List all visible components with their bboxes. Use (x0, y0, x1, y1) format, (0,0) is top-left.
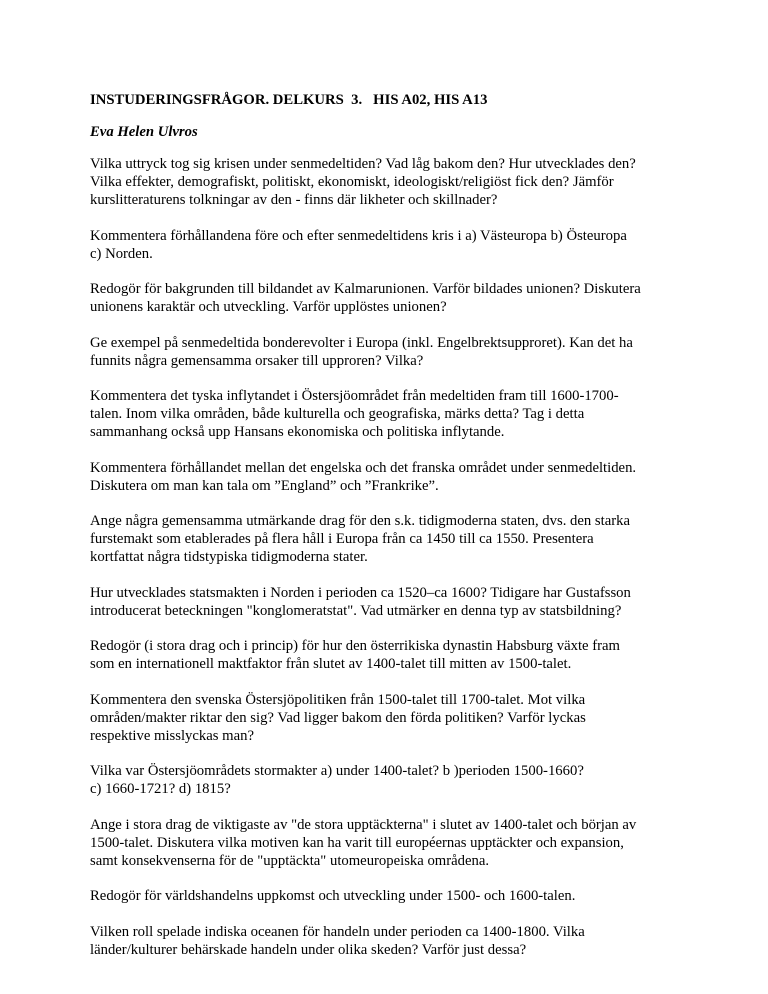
question-line: länder/kulturer behärskade handeln under olika skeden? Varför just dessa? (90, 941, 527, 958)
question-line: introducerat beteckningen "konglomeratstat". Vad utmärker en denna typ av statsbildning? (90, 602, 622, 619)
question-paragraph (90, 155, 702, 209)
question-paragraph (90, 691, 702, 745)
question-paragraph (90, 227, 702, 263)
question-paragraph (90, 512, 702, 566)
question-paragraph (90, 887, 702, 905)
question-line: Vilka effekter, demografiskt, politiskt, ekonomiskt, ideologiskt/religiöst fick den? Jämför (90, 174, 614, 190)
question-line: Hur utvecklades statsmakten i Norden i perioden ca 1520–ca 1600? Tidigare har Gustafsson (90, 584, 631, 601)
question-list (90, 155, 702, 959)
question-line: c) Norden. (90, 245, 153, 262)
question-paragraph (90, 923, 702, 959)
question-line: Redogör för världshandelns uppkomst och utveckling under 1500- och 1600-talen. (90, 888, 576, 904)
question-line: Redogör för bakgrunden till bildandet av Kalmarunionen. Varför bildades unionen? Diskutera (90, 281, 641, 297)
question-paragraph (90, 387, 702, 441)
question-line: c) 1660-1721? d) 1815? (90, 781, 231, 797)
question-line: respektive misslyckas man? (90, 727, 254, 744)
question-line: Ange i stora drag de viktigaste av "de stora upptäckterna" i slutet av 1400-talet och början av (90, 816, 637, 833)
question-line: Kommentera den svenska Östersjöpolitiken från 1500-talet till 1700-talet. Mot vilka (90, 691, 586, 708)
question-line: områden/makter riktar den sig? Vad ligger bakom den förda politiken? Varför lyckas (90, 709, 586, 726)
question-paragraph (90, 584, 702, 620)
question-line: samt konsekvenserna för de "upptäckta" utomeuropeiska områdena. (90, 852, 490, 869)
question-line: Diskutera om man kan tala om ”England” och ”Frankrike”. (90, 477, 439, 494)
author-name: Eva Helen Ulvros (90, 124, 198, 140)
question-paragraph (90, 334, 702, 370)
question-paragraph (90, 816, 702, 870)
question-line: unionens karaktär och utveckling. Varför upplöstes unionen? (90, 299, 447, 315)
question-line: Kommentera det tyska inflytandet i Östersjöområdet från medeltiden fram till 1600-1700- (90, 388, 619, 404)
question-line: Ange några gemensamma utmärkande drag för den s.k. tidigmoderna staten, dvs. den starka (90, 513, 631, 529)
question-line: Vilken roll spelade indiska oceanen för handeln under perioden ca 1400-1800. Vilka (90, 923, 585, 940)
question-paragraph (90, 637, 702, 673)
question-line: talen. Inom vilka områden, både kulturella och geografiska, märks detta? Tag i detta (90, 406, 585, 422)
question-line: Vilka uttryck tog sig krisen under senmedeltiden? Vad låg bakom den? Hur utvecklades den? (90, 156, 636, 172)
question-line: som en internationell maktfaktor från slutet av 1400-talet till mitten av 1500-talet. (90, 656, 572, 672)
question-line: kurslitteraturens tolkningar av den - finns där likheter och skillnader? (90, 192, 498, 208)
question-line: Vilka var Östersjöområdets stormakter a) under 1400-talet? b )perioden 1500-1660? (90, 763, 584, 779)
document-heading: INSTUDERINGSFRÅGOR. DELKURS 3. HIS A02, HIS A13 (90, 92, 488, 108)
question-line: Redogör (i stora drag och i princip) för hur den österrikiska dynastin Habsburg växte fram (90, 638, 620, 654)
document-page (90, 91, 702, 976)
question-line: furstemakt som etablerades på flera håll i Europa från ca 1450 till ca 1550. Presentera (90, 531, 594, 547)
question-paragraph (90, 280, 702, 316)
question-line: Kommentera förhållandena före och efter senmedeltidens kris i a) Västeuropa b) Östeuropa (90, 227, 627, 244)
question-paragraph (90, 762, 702, 798)
question-line: kortfattat några tidstypiska tidigmoderna stater. (90, 549, 368, 565)
question-paragraph (90, 459, 702, 495)
question-line: Kommentera förhållandet mellan det engelska och det franska området under senmedeltiden. (90, 459, 637, 476)
question-line: Ge exempel på senmedeltida bonderevolter i Europa (inkl. Engelbrektsupproret). Kan det ha (90, 334, 633, 351)
question-line: sammanhang också upp Hansans ekonomiska och politiska inflytande. (90, 424, 505, 440)
question-line: funnits några gemensamma orsaker till upproren? Vilka? (90, 352, 424, 369)
question-line: 1500-talet. Diskutera vilka motiven kan ha varit till européernas upptäckter och expansion, (90, 834, 624, 851)
